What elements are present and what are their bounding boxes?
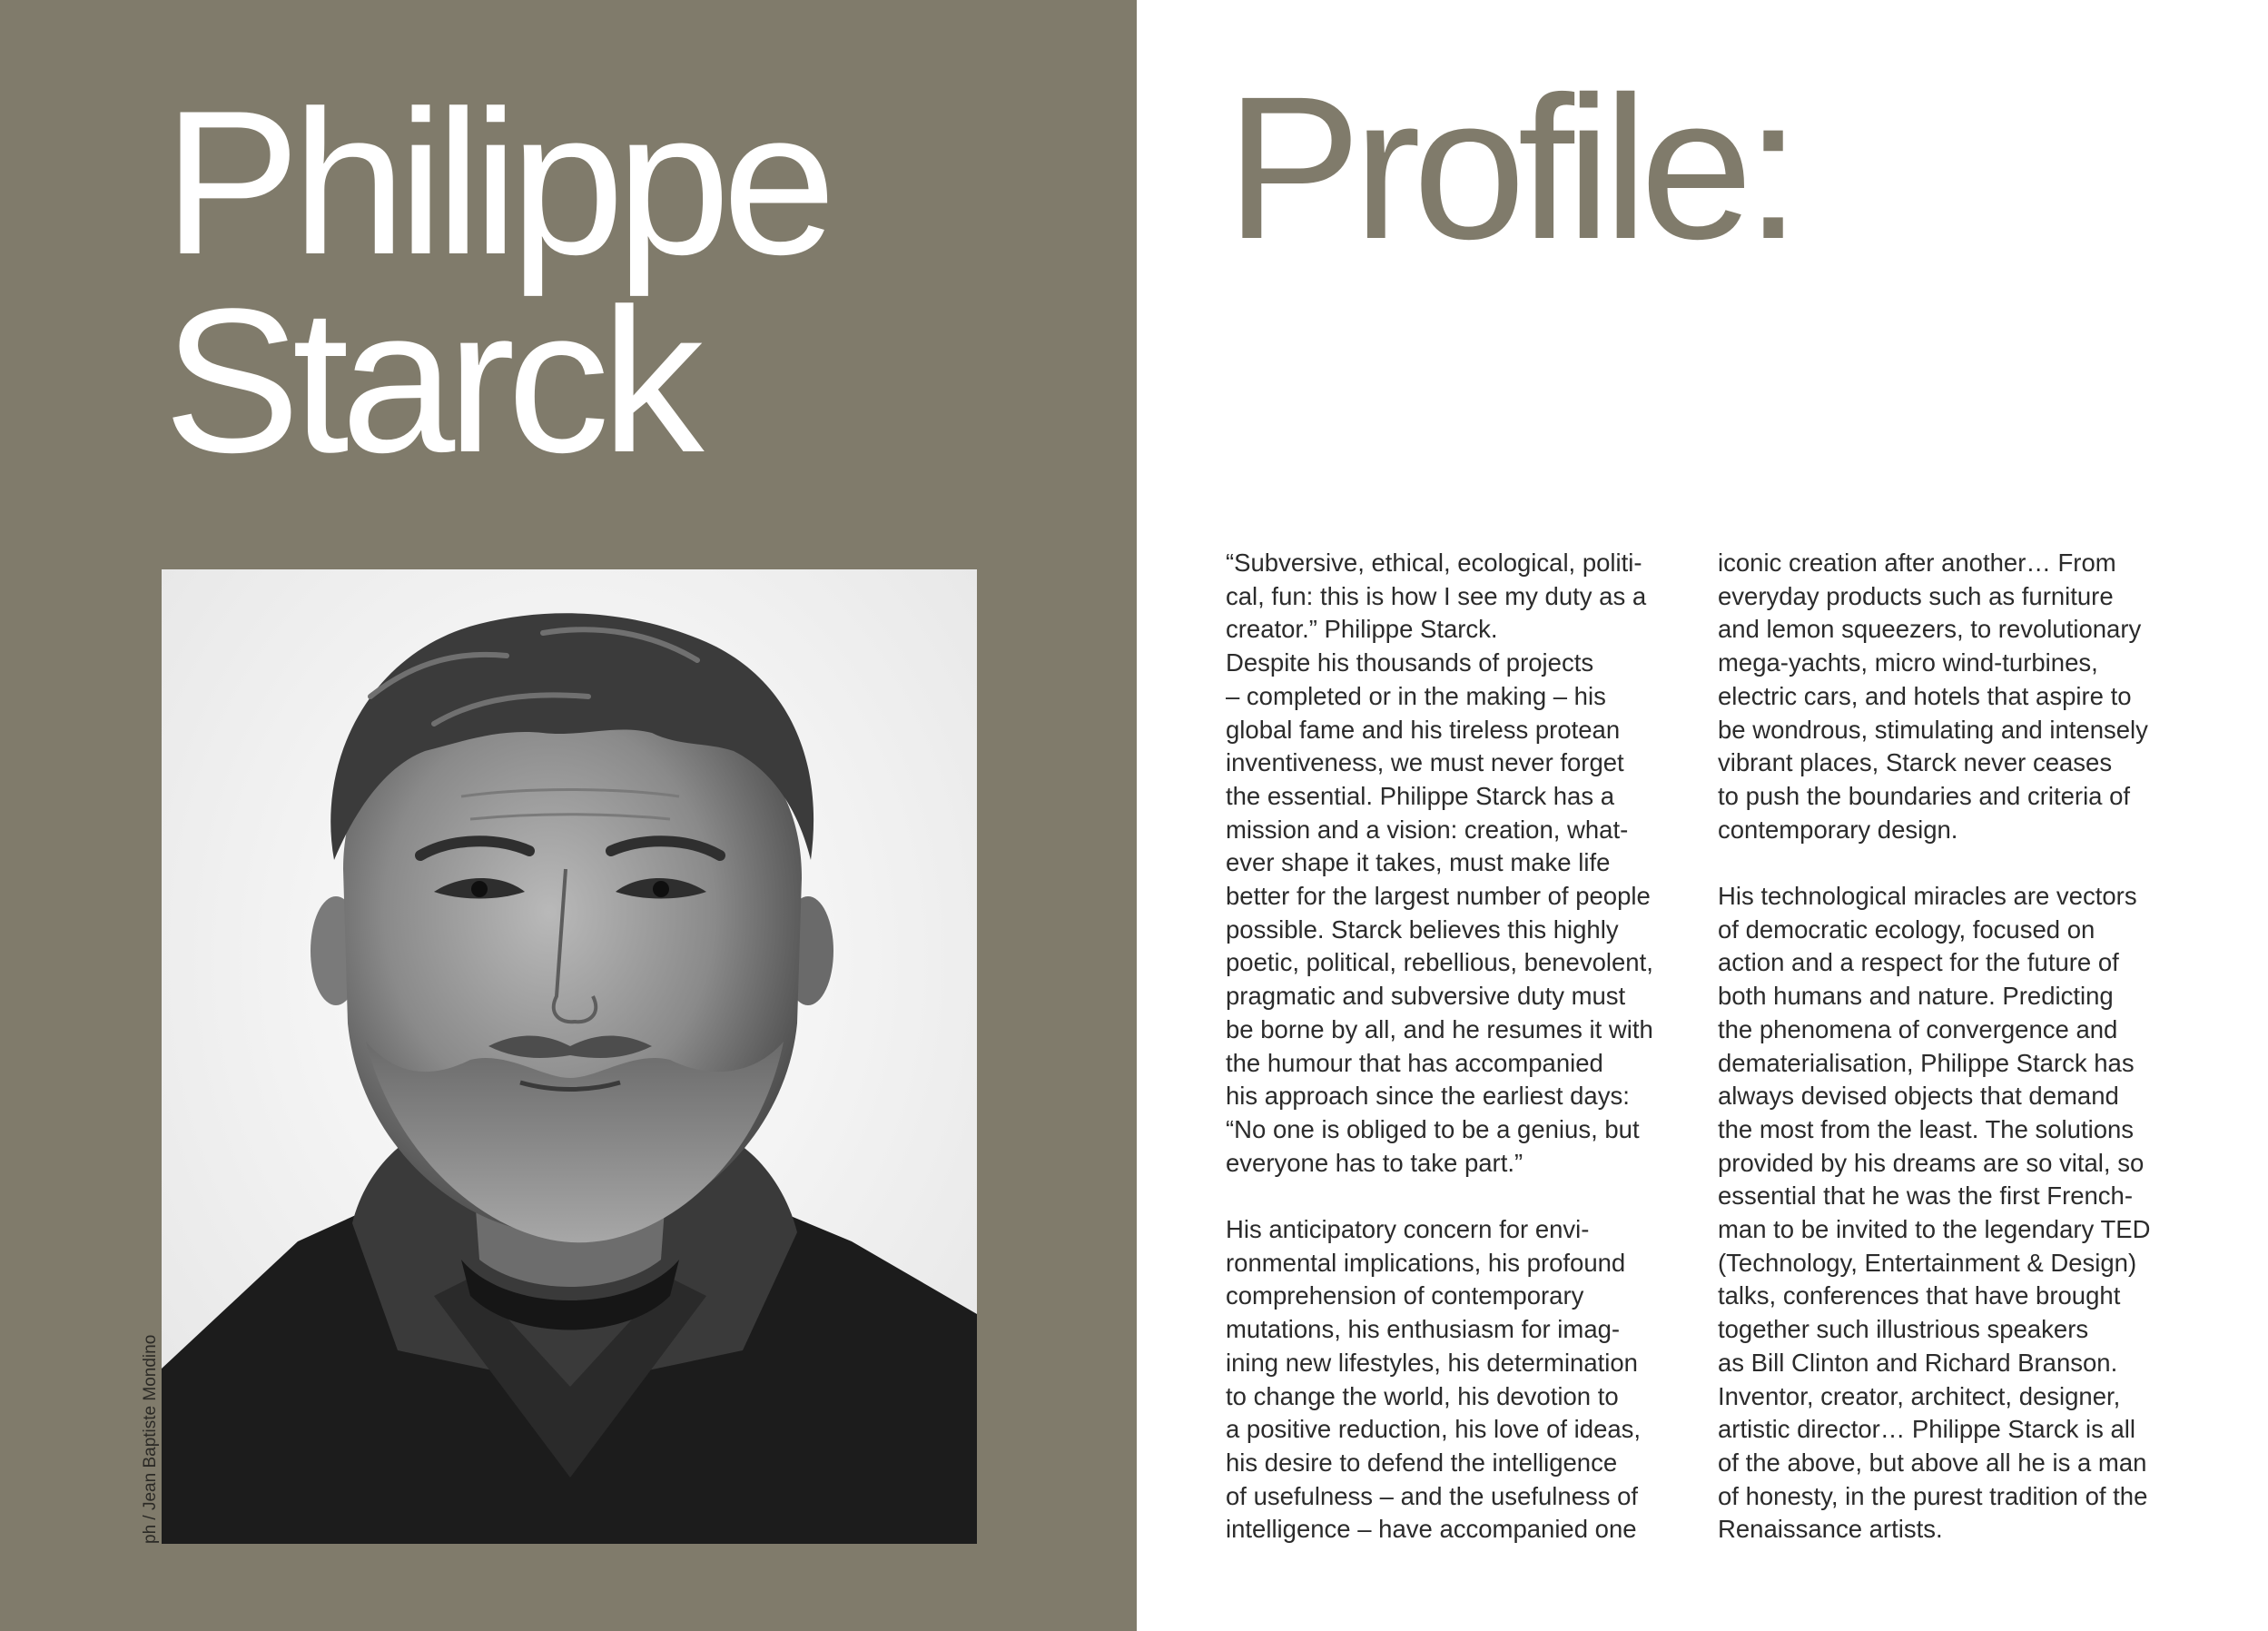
text-line: Renaissance artists. <box>1718 1515 1943 1544</box>
paragraph-iconic-creation <box>1718 547 2199 846</box>
name-line-last: Starck <box>163 265 696 495</box>
text-line: his desire to defend the intelligence <box>1226 1448 1618 1477</box>
text-line: mutations, his enthusiasm for imag- <box>1226 1315 1621 1344</box>
text-line: to change the world, his devotion to <box>1226 1381 1619 1410</box>
designer-name-title <box>163 67 829 495</box>
text-line: of honesty, in the purest tradition of the <box>1718 1481 2148 1510</box>
text-line: as Bill Clinton and Richard Branson. <box>1718 1348 2118 1377</box>
text-line: action and a respect for the future of <box>1718 948 2119 977</box>
text-line: (Technology, Entertainment & Design) <box>1718 1248 2137 1277</box>
text-line: ining new lifestyles, his determination <box>1226 1348 1638 1377</box>
paragraph-anticipatory <box>1226 1213 1698 1547</box>
text-line: always devised objects that demand <box>1718 1082 2119 1111</box>
text-column-right <box>1718 547 2199 1547</box>
photo-credit: ph / Jean Baptiste Mondino <box>141 1334 160 1544</box>
text-line: inventiveness, we must never forget <box>1226 748 1624 777</box>
text-line: of democratic ecology, focused on <box>1718 914 2095 944</box>
text-line: Despite his thousands of projects <box>1226 648 1594 677</box>
text-line: global fame and his tireless protean <box>1226 715 1621 744</box>
text-line: pragmatic and subversive duty must <box>1226 982 1626 1011</box>
paragraph-spacer <box>1226 1180 1698 1213</box>
text-line: everyday products such as furniture <box>1718 581 2114 610</box>
text-line: both humans and nature. Predicting <box>1718 982 2114 1011</box>
text-line: His technological miracles are vectors <box>1718 882 2137 911</box>
paragraph-spacer <box>1718 846 2199 880</box>
text-line: the most from the least. The solutions <box>1718 1114 2135 1143</box>
paragraph-intro <box>1226 547 1698 1180</box>
text-line: Inventor, creator, architect, designer, <box>1718 1381 2121 1410</box>
text-line: ever shape it takes, must make life <box>1226 848 1611 877</box>
text-line: to push the boundaries and criteria of <box>1718 781 2131 810</box>
text-line: “Subversive, ethical, ecological, politi- <box>1226 549 1642 577</box>
paragraph-technological-miracles <box>1718 880 2199 1547</box>
text-line: contemporary design. <box>1718 815 1958 844</box>
text-line: creator.” Philippe Starck. <box>1226 615 1498 644</box>
text-line: electric cars, and hotels that aspire to <box>1718 681 2132 710</box>
text-line: His anticipatory concern for envi- <box>1226 1215 1590 1244</box>
text-line: of the above, but above all he is a man <box>1718 1448 2147 1477</box>
text-line: the phenomena of convergence and <box>1718 1014 2118 1043</box>
text-line: everyone has to take part.” <box>1226 1148 1524 1177</box>
text-line: essential that he was the first French- <box>1718 1181 2134 1211</box>
text-line: comprehension of contemporary <box>1226 1281 1584 1310</box>
text-line: the essential. Philippe Starck has a <box>1226 781 1615 810</box>
text-line: the humour that has accompanied <box>1226 1048 1603 1077</box>
text-line: together such illustrious speakers <box>1718 1315 2089 1344</box>
text-line: “No one is obliged to be a genius, but <box>1226 1114 1640 1143</box>
text-line: a positive reduction, his love of ideas, <box>1226 1415 1642 1444</box>
text-line: vibrant places, Starck never ceases <box>1718 748 2113 777</box>
text-line: of usefulness – and the usefulness of <box>1226 1481 1639 1510</box>
text-line: – completed or in the making – his <box>1226 681 1606 710</box>
text-line: talks, conferences that have brought <box>1718 1281 2121 1310</box>
text-line: ronmental implications, his profound <box>1226 1248 1626 1277</box>
text-line: artistic director… Philippe Starck is all <box>1718 1415 2136 1444</box>
portrait-illustration <box>162 569 977 1544</box>
portrait-photo <box>162 569 977 1544</box>
text-line: be borne by all, and he resumes it with <box>1226 1014 1653 1043</box>
text-line: dematerialisation, Philippe Starck has <box>1718 1048 2135 1077</box>
text-line: his approach since the earliest days: <box>1226 1082 1630 1111</box>
text-line: mega-yachts, micro wind-turbines, <box>1718 648 2098 677</box>
text-line: poetic, political, rebellious, benevolent, <box>1226 948 1653 977</box>
text-line: be wondrous, stimulating and intensely <box>1718 715 2148 744</box>
text-line: iconic creation after another… From <box>1718 549 2116 577</box>
name-line-first: Philippe <box>163 67 829 297</box>
text-line: better for the largest number of people <box>1226 882 1651 911</box>
text-line: possible. Starck believes this highly <box>1226 914 1619 944</box>
text-column-left <box>1226 547 1698 1547</box>
text-line: man to be invited to the legendary TED <box>1718 1215 2151 1244</box>
text-line: and lemon squeezers, to revolutionary <box>1718 615 2142 644</box>
text-line: intelligence – have accompanied one <box>1226 1515 1637 1544</box>
profile-heading: Profile: <box>1226 54 1794 282</box>
text-line: provided by his dreams are so vital, so <box>1718 1148 2145 1177</box>
text-line: cal, fun: this is how I see my duty as a <box>1226 581 1647 610</box>
text-line: mission and a vision: creation, what- <box>1226 815 1629 844</box>
